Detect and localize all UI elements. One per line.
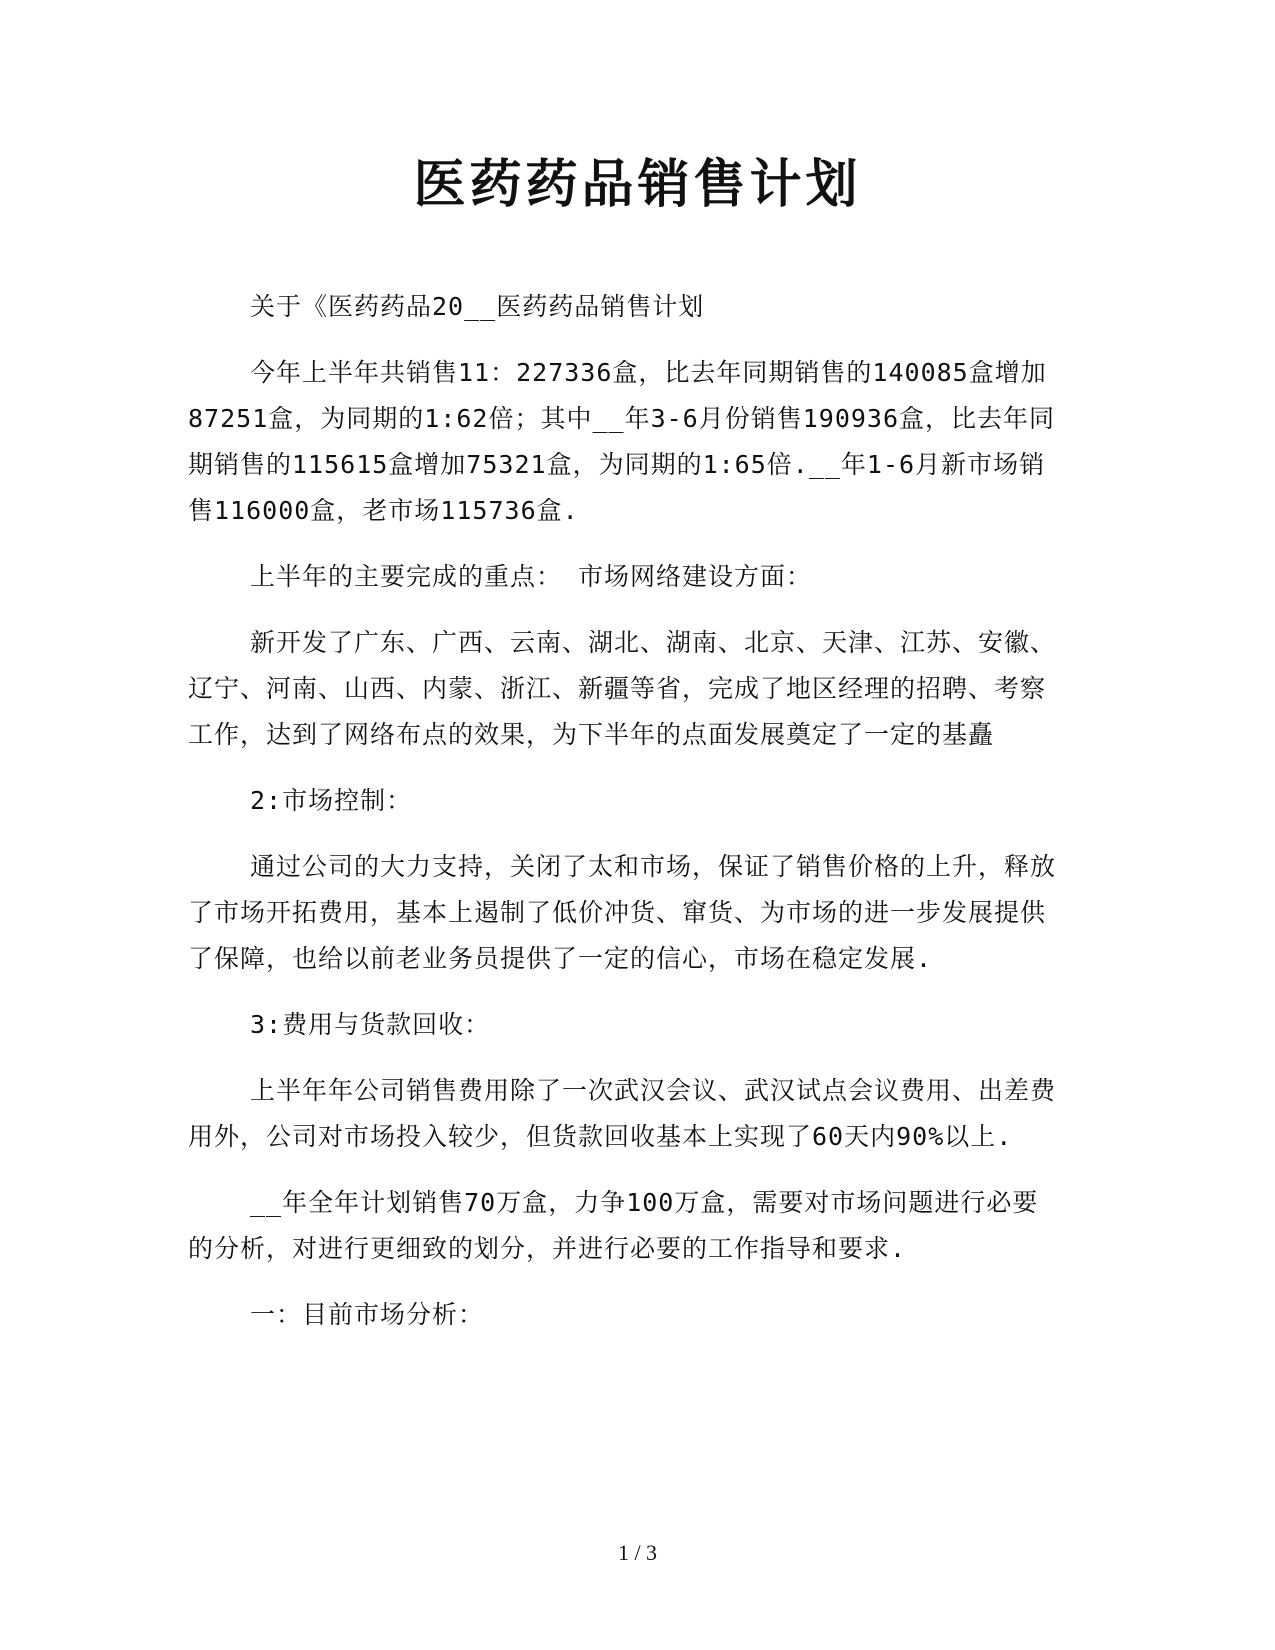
paragraph-network-expansion: 新开发了广东、广西、云南、湖北、湖南、北京、天津、江苏、安徽、辽宁、河南、山西、内蒙、浙江、新疆等省，完成了地区经理的招聘、考察工作，达到了网络布点的效果，为下半年的点面发展奠定了一定的基矗 (188, 628, 1057, 749)
document-title: 医药药品销售计划 (413, 154, 862, 215)
paragraph-sales-summary: 今年上半年共销售11：227336盒，比去年同期销售的140085盒增加87251盒，为同期的1:62倍；其中__年3-6月份销售190936盒，比去年同期销售的115615盒增加75321盒，为同期的1:65倍.__年1-6月新市场销售116000盒，老市场115736盒. (188, 358, 1056, 525)
heading-cost-collection: 3:费用与货款回收： (250, 1010, 491, 1039)
heading-market-analysis: 一：目前市场分析： (250, 1300, 485, 1329)
paragraph-intro: 关于《医药药品20__医药药品销售计划 (250, 292, 705, 321)
paragraph-market-control: 通过公司的大力支持，关闭了太和市场，保证了销售价格的上升，释放了市场开拓费用，基本上遏制了低价冲货、窜货、为市场的进一步发展提供了保障，也给以前老业务员提供了一定的信心，市场在稳定发展. (188, 852, 1057, 973)
paragraph-key-points: 上半年的主要完成的重点： 市场网络建设方面： (250, 562, 813, 591)
paragraph-annual-plan: __年全年计划销售70万盒，力争100万盒，需要对市场问题进行必要的分析，对进行更细致的划分，并进行必要的工作指导和要求. (188, 1188, 1039, 1263)
paragraph-cost-collection: 上半年年公司销售费用除了一次武汉会议、武汉试点会议费用、出差费用外，公司对市场投入较少，但货款回收基本上实现了60天内90%以上. (188, 1076, 1057, 1151)
document-body (188, 284, 1058, 1358)
heading-market-control: 2:市场控制： (250, 786, 413, 815)
page-number: 1 / 3 (617, 1540, 658, 1565)
